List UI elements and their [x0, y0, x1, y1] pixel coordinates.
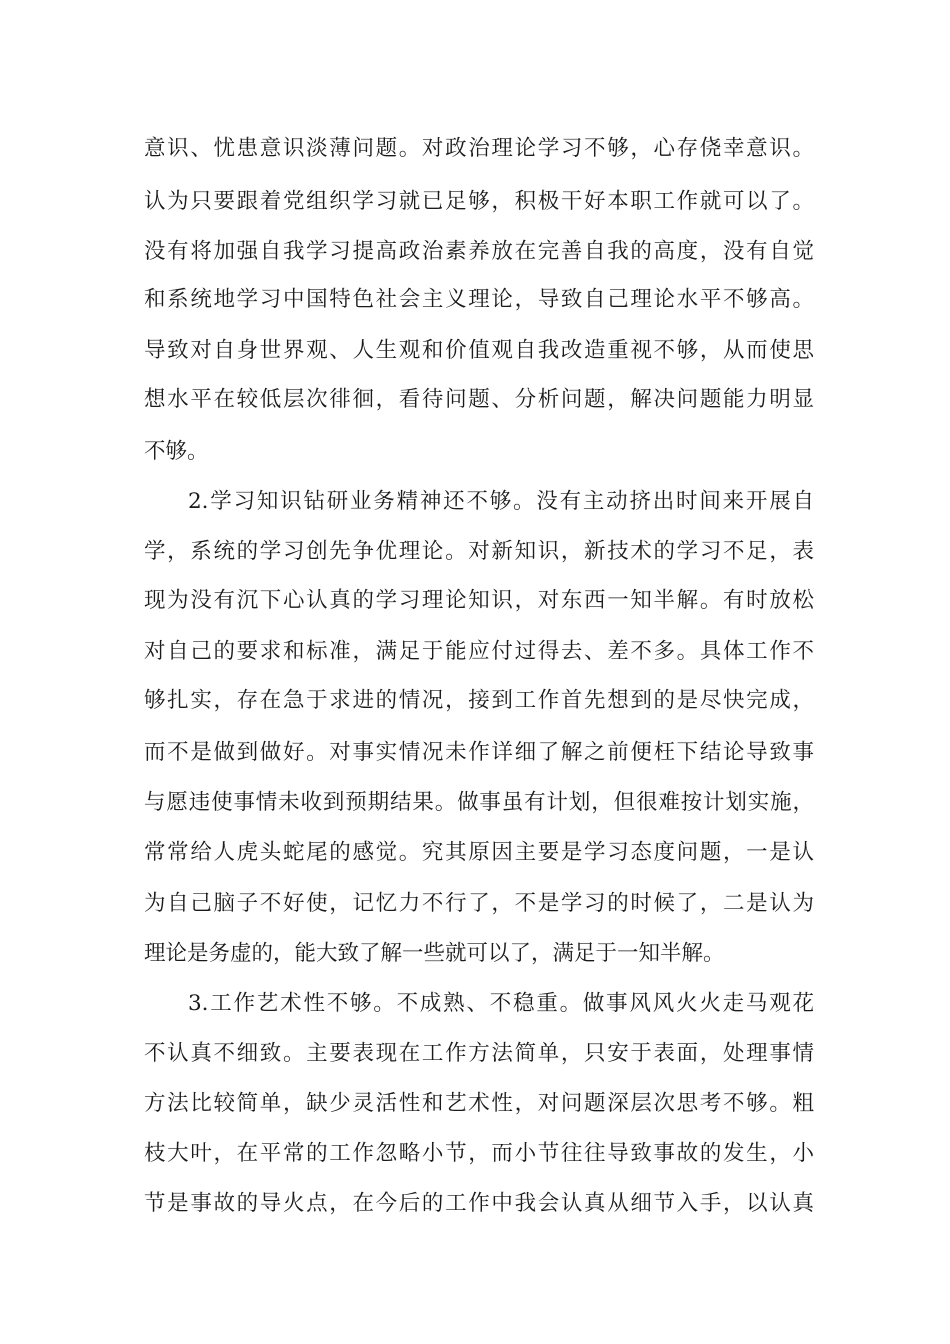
text-line: 为自己脑子不好使，记忆力不行了，不是学习的时候了，二是认为 — [144, 891, 814, 916]
text-line: 认为只要跟着党组织学习就已足够，积极干好本职工作就可以了。 — [144, 189, 814, 214]
text-line: 对自己的要求和标准，满足于能应付过得去、差不多。具体工作不 — [144, 639, 814, 664]
text-line: 理论是务虚的，能大致了解一些就可以了，满足于一知半解。 — [144, 941, 725, 966]
text-line: 导致对自身世界观、人生观和价值观自我改造重视不够，从而使思 — [144, 338, 814, 363]
text-line: 够扎实，存在急于求进的情况，接到工作首先想到的是尽快完成， — [144, 688, 814, 713]
text-line: 枝大叶，在平常的工作忽略小节，而小节往往导致事故的发生，小 — [144, 1141, 814, 1166]
paragraph-first-line: 2.学习知识钻研业务精神还不够。没有主动挤出时间来开展自 — [188, 489, 814, 514]
text-line: 不认真不细致。主要表现在工作方法简单，只安于表面，处理事情 — [144, 1041, 814, 1066]
text-line: 学，系统的学习创先争优理论。对新知识，新技术的学习不足，表 — [144, 539, 814, 564]
text-line: 和系统地学习中国特色社会主义理论，导致自己理论水平不够高。 — [144, 287, 814, 312]
text-line: 节是事故的导火点，在今后的工作中我会认真从细节入手，以认真 — [144, 1191, 814, 1216]
text-line: 现为没有沉下心认真的学习理论知识，对东西一知半解。有时放松 — [144, 588, 814, 613]
text-line: 想水平在较低层次徘徊，看待问题、分析问题，解决问题能力明显 — [144, 387, 814, 412]
text-line: 方法比较简单，缺少灵活性和艺术性，对问题深层次思考不够。粗 — [144, 1091, 814, 1116]
text-line: 而不是做到做好。对事实情况未作详细了解之前便枉下结论导致事 — [144, 740, 814, 765]
text-line: 意识、忧患意识淡薄问题。对政治理论学习不够，心存侥幸意识。 — [144, 136, 814, 161]
text-line: 没有将加强自我学习提高政治素养放在完善自我的高度，没有自觉 — [144, 239, 814, 264]
text-line: 与愿违使事情未收到预期结果。做事虽有计划，但很难按计划实施， — [144, 790, 814, 815]
paragraph-first-line: 3.工作艺术性不够。不成熟、不稳重。做事风风火火走马观花 — [188, 991, 814, 1016]
text-line: 不够。 — [144, 439, 209, 464]
text-line: 常常给人虎头蛇尾的感觉。究其原因主要是学习态度问题，一是认 — [144, 840, 814, 865]
